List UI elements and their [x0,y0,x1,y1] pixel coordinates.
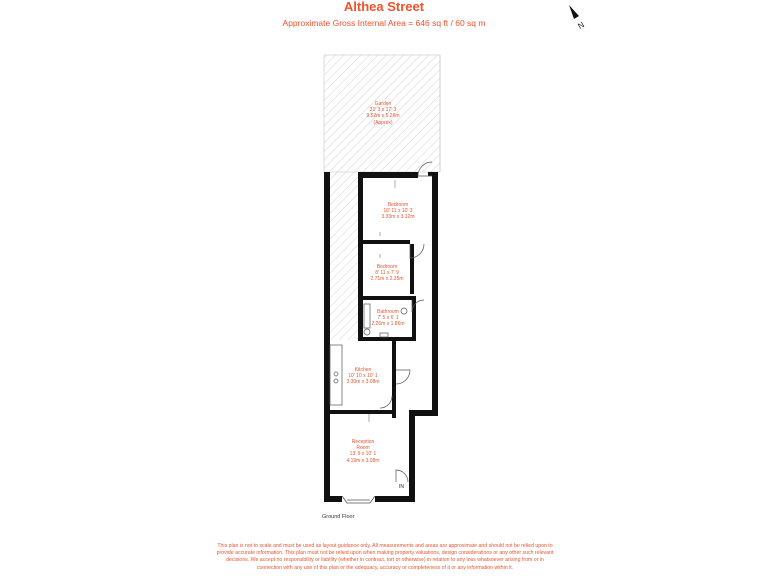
plan-title: Althea Street [343,0,425,14]
reception-room-label: Reception Room 13' 9 x 10' 1 4.19m x 3.08m [346,439,380,464]
bathroom-label: Bathroom 7' 5 x 6' 1 2.26m x 1.86m [371,309,405,328]
compass-letter: N [576,20,586,31]
bedroom-2-label: Bedroom 8' 11 x 7' 9 2.71m x 2.35m [370,264,404,283]
gross-area-subtitle: Approximate Gross Internal Area = 646 sq ft / 60 sq m [282,18,486,28]
floor-label: Ground Floor [322,514,355,520]
bedroom-1-label: Bedroom 10' 11 x 10' 3 3.33m x 3.12m [381,202,415,221]
garden-label: Garden 31' 3 x 17' 3 9.52m x 5.26m (Approx) [366,101,400,126]
side-passage-area [330,172,360,340]
radiator [326,436,330,462]
disclaimer-text: This plan is not to scale and must be used as layout guidance only. All measurements and areas are approximate and should not be relied upon to provide accurate information. This plan must not be relied upon when making property valuations, design considerations or any other such relevant decisions. We accept no responsibility or liability (whether in contract, tort or otherwise) in relation to any loss whatsoever arising from or in connection with any use of this plan or the adequacy, accuracy or completeness of it or any information within it. [216,543,554,571]
bay-window [342,496,375,503]
kitchen-label: Kitchen 10' 10 x 10' 1 3.30m x 3.08m [346,367,380,386]
entrance-label: IN [399,484,404,490]
